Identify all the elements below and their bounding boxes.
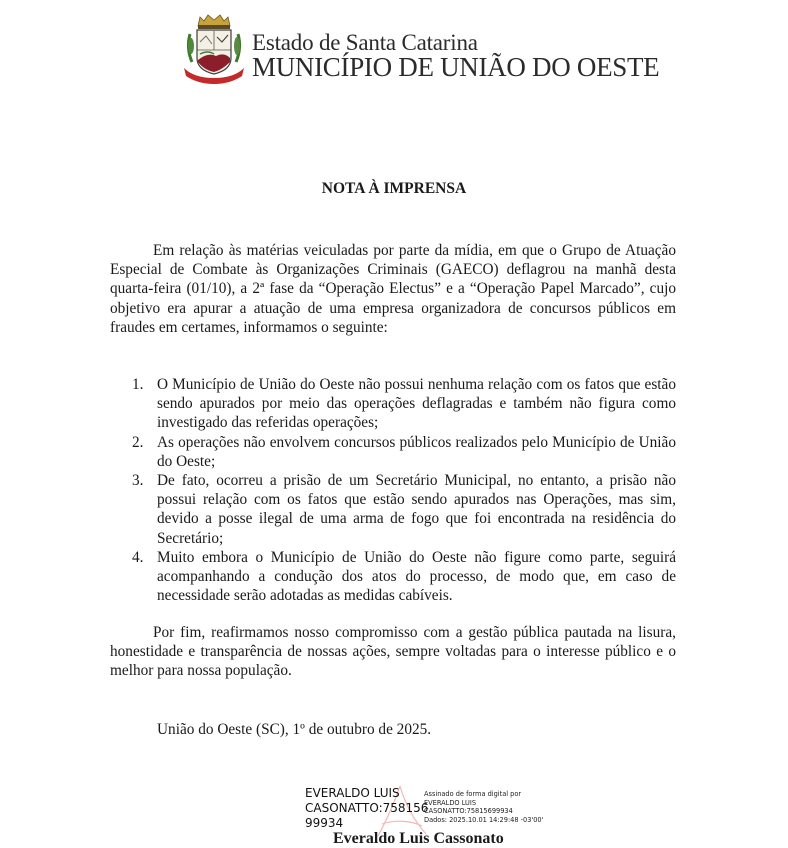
signer-name-block [305, 786, 428, 831]
list-item-number: 3. [132, 472, 144, 490]
place-and-date: União do Oeste (SC), 1º de outubro de 2025. [157, 721, 432, 738]
signature-timestamp: Dados: 2025.10.01 14:29:48 -03'00' [424, 815, 544, 824]
list-item-number: 1. [132, 376, 144, 393]
digital-signature [300, 786, 560, 847]
list-item-text: O Município de União do Oeste não possui nenhuma relação com os fatos que estão sendo apurados por meio das operações deflagradas e também não figura como investigado das referidas operações; [157, 376, 676, 432]
intro-paragraph [110, 241, 676, 337]
signature-detail-line: Assinado de forma digital por [424, 790, 522, 798]
list-item-text: De fato, ocorreu a prisão de um Secretário Municipal, no entanto, a prisão não possui relação com os fatos que estão sendo apurados nas Operações, mas sim, devido a posse ilegal de uma arma de fogo que foi encontrada na residência do Secretário; [157, 472, 676, 547]
closing-text: Por fim, reafirmamos nosso compromisso com a gestão pública pautada na lisura, honestidade e transparência de nossas ações, sempre voltadas para o interesse público e o melhor para nossa população. [110, 624, 676, 680]
document-title: NOTA À IMPRENSA [321, 180, 467, 197]
list-item [110, 375, 676, 433]
intro-text: Em relação às matérias veiculadas por parte da mídia, em que o Grupo de Atuação Especial de Combate às Organizações Criminais (GAECO) deflagrou na manhã desta quarta-feira (01/10), a 2ª fase da “Operação Electus” e a “Operação Papel Marcado”, cujo objetivo era apurar a atuação de uma empresa organizadora de concursos públicos em fraudes em certames, informamos o seguinte: [110, 242, 676, 336]
signer-line-1: EVERALDO LUIS [305, 786, 400, 800]
signer-line-3: 99934 [305, 816, 344, 830]
signer-line-2: CASONATTO:758156 [305, 801, 429, 815]
signature-detail-line: EVERALDO LUIS [424, 798, 477, 807]
statement-list [110, 375, 676, 605]
list-item [110, 433, 676, 471]
letterhead [182, 12, 660, 88]
list-item [110, 548, 676, 606]
closing-paragraph [110, 623, 676, 681]
list-item-text: As operações não envolvem concursos públicos realizados pelo Município de União do Oeste; [157, 433, 676, 470]
coat-of-arms-icon [182, 12, 246, 86]
municipality-name: MUNICÍPIO DE UNIÃO DO OESTE [252, 52, 660, 82]
state-name: Estado de Santa Catarina [252, 30, 478, 55]
signature-detail-line: CASONATTO:75815699934 [424, 807, 513, 816]
signer-printed-name: Everaldo Luis Cassonato [333, 830, 504, 847]
list-item [110, 471, 676, 548]
list-item-text: Muito embora o Município de União do Oeste não figure como parte, seguirá acompanhando a condução dos atos do processo, de modo que, em caso de necessidade serão adotadas as medidas cabíveis. [157, 548, 676, 605]
list-item-number: 4. [132, 548, 144, 566]
list-item-number: 2. [132, 433, 144, 451]
signature-details [424, 790, 543, 824]
